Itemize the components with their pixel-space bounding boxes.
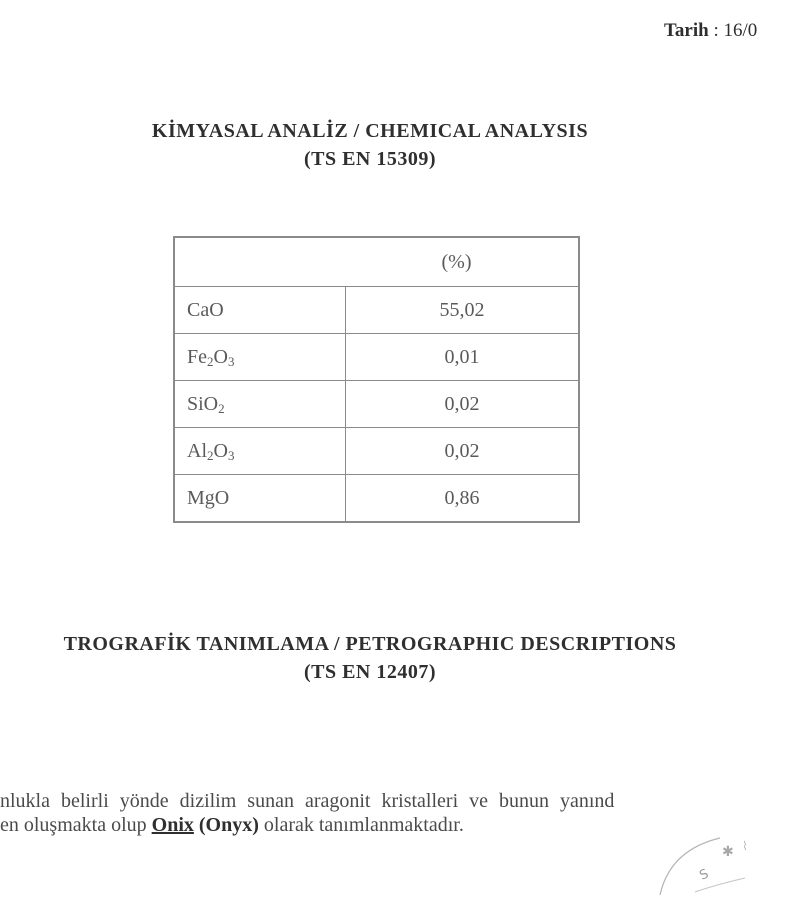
- description-line-2: en oluşmakta olup Onix (Onyx) olarak tanımlanmaktadır.: [0, 814, 464, 836]
- rock-term: Onix: [151, 814, 194, 836]
- compound-name: MgO: [174, 475, 346, 523]
- table-header-row: [174, 237, 579, 287]
- unit-header: (%): [441, 250, 472, 273]
- description-line-1: nlukla belirli yönde dizilim sunan aragonit kristalleri ve bunun yanınd: [0, 790, 615, 812]
- compound-value: 0,02: [346, 428, 580, 475]
- table-row: [174, 381, 579, 428]
- date-label: Tarih: [664, 20, 709, 41]
- table-row: [174, 428, 579, 475]
- rock-term-english: (Onyx): [193, 814, 259, 836]
- petrographic-standard: (TS EN 12407): [303, 661, 437, 683]
- chemical-analysis-title: KİMYASAL ANALİZ / CHEMICAL ANALYSIS: [151, 120, 589, 142]
- stamp-letter: S: [697, 866, 712, 884]
- petrographic-title: TROGRAFİK TANIMLAMA / PETROGRAPHIC DESCRIPTIONS: [63, 633, 677, 655]
- compound-name: $Al_2O_3$: [174, 428, 346, 475]
- official-stamp: [650, 830, 780, 900]
- table-row: [174, 475, 579, 523]
- compound-name: SiO$_2$: [174, 381, 346, 428]
- chemical-analysis-heading: [0, 117, 740, 173]
- compound-value: 0,86: [346, 475, 580, 523]
- compound-value: 55,02: [346, 287, 580, 334]
- compound-name: $Fe_2O_3$: [174, 334, 346, 381]
- compound-value: 0,02: [346, 381, 580, 428]
- date-separator: :: [708, 20, 724, 41]
- unit-header-cell: [174, 237, 579, 287]
- stamp-star-icon: ✱: [722, 844, 734, 860]
- stamp-mark-icon: ⌇: [742, 839, 748, 853]
- table-row: [174, 334, 579, 381]
- chemical-analysis-table: [173, 236, 580, 523]
- compound-name: CaO: [174, 287, 346, 334]
- document-date: [664, 20, 757, 42]
- chemical-analysis-standard: (TS EN 15309): [303, 148, 437, 170]
- date-value: 16/0: [723, 20, 758, 41]
- petrographic-heading: [0, 630, 760, 686]
- compound-value: 0,01: [346, 334, 580, 381]
- table-row: [174, 287, 579, 334]
